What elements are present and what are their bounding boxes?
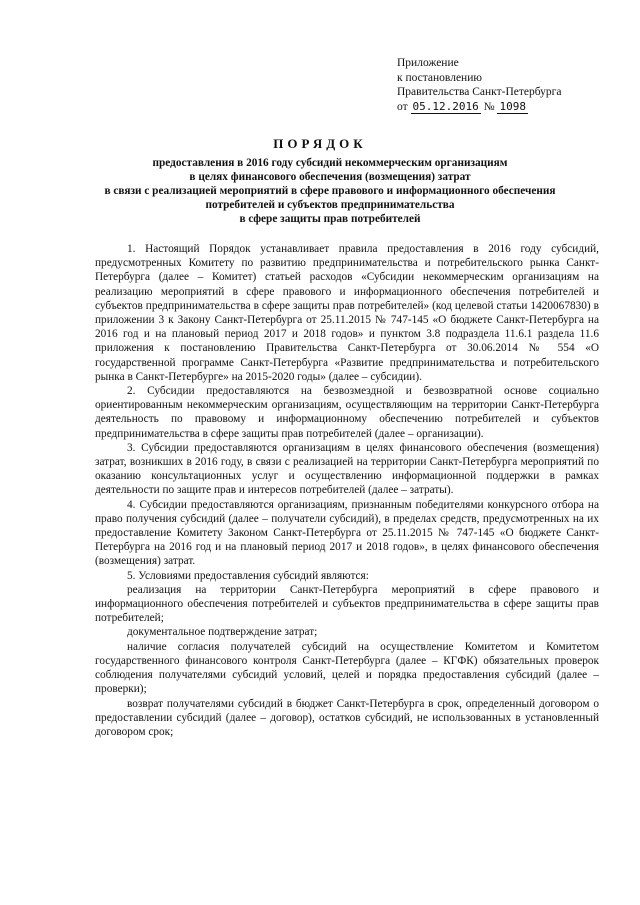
paragraph-5: 5. Условиями предоставления субсидий являются: — [127, 569, 369, 582]
appendix-date-number — [397, 100, 597, 115]
condition-item: наличие согласия получателей субсидий на осуществление Комитетом и Комитетом государственного финансового контроля Санкт-Петербурга (далее – КГФК) обязательных проверок соблюдения получателями субсидий условий, целей и порядка предоставления субсидий (далее – проверки); — [95, 640, 599, 696]
condition-item: документальное подтверждение затрат; — [127, 626, 318, 639]
document-subtitle — [60, 156, 600, 226]
paragraph-3: 3. Субсидии предоставляются организациям в целях финансового обеспечения (возмещения) затрат, возникших в 2016 году, в связи с реализацией на территории Санкт-Петербурга мероприятий по оказанию консультационных услуг и осуществлению информационной поддержки в рамках деятельности по защите прав и интересов потребителей (далее – затраты). — [95, 441, 599, 497]
appendix-resolution-label: к постановлению — [397, 71, 482, 84]
subtitle-line: в связи с реализацией мероприятий в сфере правового и информационного обеспечения — [104, 185, 556, 197]
appendix-from-label: от — [397, 100, 408, 113]
condition-item: реализация на территории Санкт-Петербурга мероприятий в сфере правового и информационного обеспечения потребителей и субъектов предпринимательства в сфере защиты прав потребителей; — [95, 583, 599, 625]
condition-item: возврат получателями субсидий в бюджет Санкт-Петербурга в срок, определенный договором о предоставлении субсидий (далее – договор), остатков субсидий, не использованных в установленный договором срок; — [95, 697, 599, 738]
paragraph-1: 1. Настоящий Порядок устанавливает правила предоставления в 2016 году субсидий, предусмотренных Комитету по развитию предпринимательства и потребительского рынка Санкт-Петербурга (далее – Комитет) статьей расходов «Субсидии некоммерческим организациям на реализацию мероприятий в сфере правового и информационного обеспечения потребителей и субъектов предпринимательства в сфере защиты прав потребителей» (код целевой статьи 1420067830) в приложении 3 к Закону Санкт-Петербурга от 25.11.2015 № 747-145 «О бюджете Санкт-Петербурга на 2016 год и на плановый период 2017 и 2018 годов» и пунктом 3.8 подраздела 11.6.1 раздела 11.6 приложения к постановлению Правительства Санкт-Петербурга от 30.06.2014 № 554 «О государственной программе Санкт-Петербурга «Развитие предпринимательства и потребительского рынка в Санкт-Петербурге» на 2015-2020 годы» (далее – субсидии). — [95, 243, 599, 383]
paragraph-4: 4. Субсидии предоставляются организациям, признанным победителями конкурсного отбора на право получения субсидий (далее – получатели субсидий), в пределах средств, предусмотренных на их предоставление Комитету Законом Санкт-Петербурга от 25.11.2015 № 747-145 «О бюджете Санкт-Петербурга на 2016 год и на плановый период 2017 и 2018 годов», в целях финансового обеспечения (возмещения) затрат. — [95, 498, 599, 568]
document-title: ПОРЯДОК — [273, 136, 367, 151]
appendix-block — [397, 56, 597, 114]
subtitle-line: в целях финансового обеспечения (возмещения) затрат — [189, 171, 471, 183]
appendix-number: 1098 — [499, 99, 526, 113]
subtitle-line: потребителей и субъектов предпринимательства — [205, 199, 455, 211]
appendix-government-label: Правительства Санкт-Петербурга — [397, 86, 562, 98]
appendix-label: Приложение — [397, 57, 459, 69]
subtitle-line: предоставления в 2016 году субсидий некоммерческим организациям — [152, 157, 508, 169]
appendix-date: 05.12.2016 — [412, 99, 479, 113]
document-body — [95, 242, 599, 739]
appendix-number-label: № — [483, 100, 495, 113]
subtitle-line: в сфере защиты прав потребителей — [239, 213, 421, 225]
paragraph-2: 2. Субсидии предоставляются на безвозмездной и безвозвратной основе социально ориентированным некоммерческим организациям, осуществляющим на территории Санкт-Петербурга деятельность по правовому и информационному обеспечению потребителей и субъектов предпринимательства в сфере защиты прав потребителей (далее – организации). — [95, 385, 599, 440]
